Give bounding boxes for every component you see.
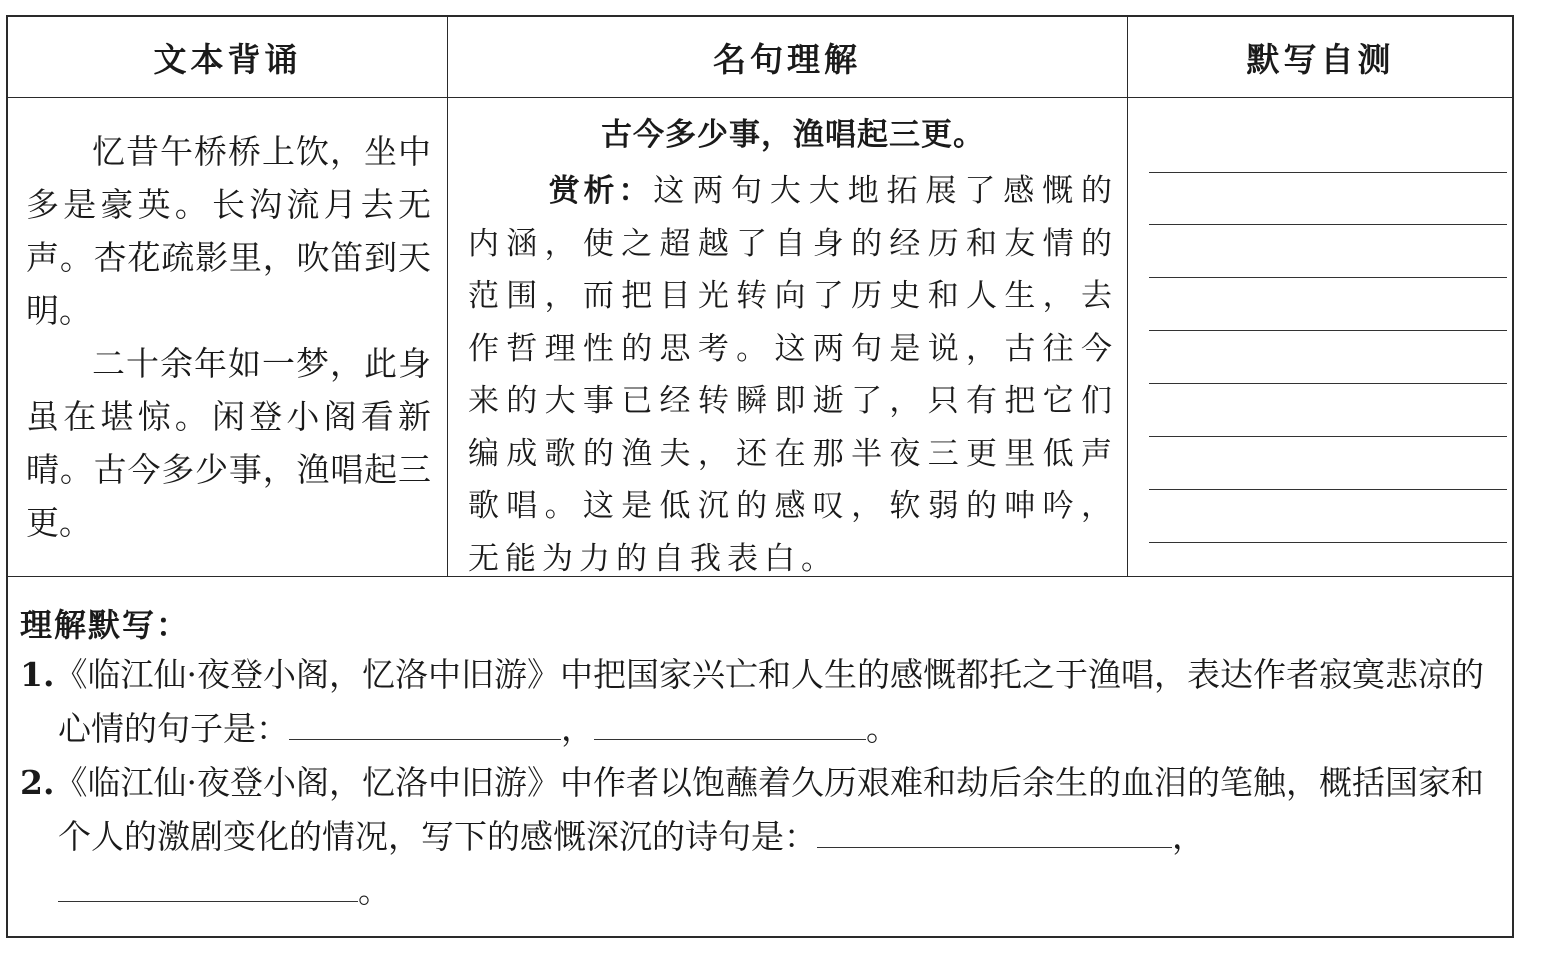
answer-blank[interactable] [594, 709, 866, 740]
analysis-label: 赏析： [548, 173, 654, 209]
answer-blank[interactable] [58, 871, 358, 902]
practice-line[interactable] [1149, 330, 1507, 331]
exercise-heading: 理解默写： [20, 606, 191, 644]
answer-blank[interactable] [817, 817, 1172, 848]
exercise-section [20, 602, 1500, 918]
practice-line[interactable] [1149, 383, 1507, 384]
poem-paragraph-1: 忆昔午桥桥上饮，坐中多是豪英。长沟流月去无声。杏花疏影里，吹笛到天明。 [26, 132, 431, 330]
column-divider-2 [1127, 17, 1128, 576]
question-2-text: 《临江仙·夜登小阁，忆洛中旧游》中作者以饱蘸着久历艰难和劫后余生的血泪的笔触，概括国家和个人的激剧变化的情况，写下的感慨深沉的诗句是： [54, 763, 1484, 856]
famous-line-title: 古今多少事，渔唱起三更。 [601, 117, 985, 153]
poem-text [26, 125, 431, 549]
question-2-separator: ， [1172, 817, 1205, 856]
analysis-paragraph [468, 165, 1118, 585]
poem-paragraph-2: 二十余年如一梦，此身虽在堪惊。闲登小阁看新晴。古今多少事，渔唱起三更。 [26, 344, 431, 542]
practice-line[interactable] [1149, 542, 1507, 543]
analysis-text: 这两句大大地拓展了感慨的内涵，使之超越了自身的经历和友情的范围，而把目光转向了历史和人生，去作哲理性的思考。这两句是说，古往今来的大事已经转瞬即逝了，只有把它们编成歌的渔夫，还在那半夜三更里低声歌唱。这是低沉的感叹，软弱的呻吟，无能为力的自我表白。 [468, 173, 1119, 577]
question-1-text: 《临江仙·夜登小阁，忆洛中旧游》中把国家兴亡和人生的感慨都托之于渔唱，表达作者寂寞悲凉的心情的句子是： [54, 655, 1484, 748]
column-divider-1 [447, 17, 448, 576]
practice-line[interactable] [1149, 436, 1507, 437]
practice-line[interactable] [1149, 277, 1507, 278]
header-text-recitation: 文本背诵 [153, 39, 302, 79]
question-2 [20, 756, 1500, 918]
question-1-end: 。 [866, 709, 899, 748]
question-1-separator: ， [561, 709, 594, 748]
header-divider [8, 97, 1512, 98]
practice-line[interactable] [1149, 172, 1507, 173]
practice-line[interactable] [1149, 224, 1507, 225]
question-1 [20, 648, 1500, 756]
question-1-number: 1. [20, 655, 55, 694]
question-2-number: 2. [20, 763, 55, 802]
question-2-end: 。 [358, 871, 391, 910]
answer-blank[interactable] [289, 709, 561, 740]
header-famous-line: 名句理解 [713, 39, 861, 79]
header-self-test: 默写自测 [1246, 39, 1395, 79]
famous-line-section [468, 105, 1118, 585]
practice-line[interactable] [1149, 489, 1507, 490]
